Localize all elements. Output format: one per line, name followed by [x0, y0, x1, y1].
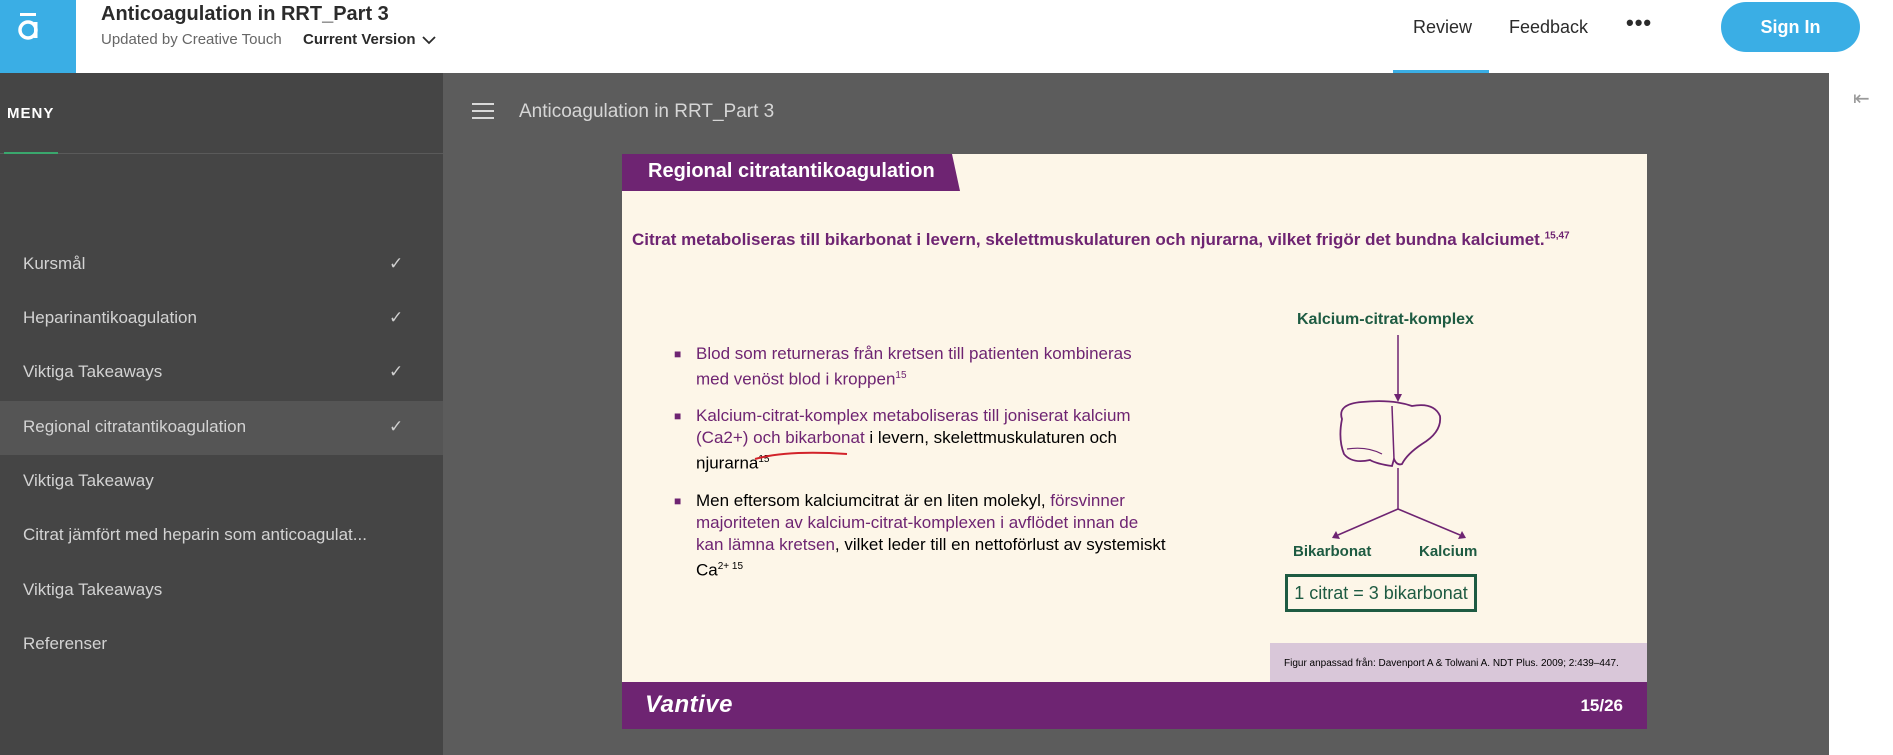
bullet-2-ref: 15 — [758, 454, 770, 465]
liver-icon — [1340, 401, 1440, 466]
bullet-1-text: Blod som returneras från kretsen till patienten kombineras med venöst blod i kroppen — [696, 344, 1132, 389]
feedback-link[interactable]: Feedback — [1509, 17, 1589, 37]
sidebar-item-label: Viktiga Takeaways — [23, 580, 163, 599]
bullet-2-purple-text: Kalcium-citrat-komplex metaboliseras till joniserat kalcium (Ca2+) och bikarbonat — [696, 406, 1131, 447]
checkmark-icon: ✓ — [389, 417, 404, 436]
sidebar-item-viktiga-takeaways-1[interactable] — [0, 346, 443, 400]
checkmark-icon: ✓ — [389, 308, 404, 327]
sidebar-item-label: Kursmål — [23, 254, 86, 273]
version-label: Current Version — [303, 31, 416, 48]
sidebar-item-label: Viktiga Takeaway — [23, 471, 154, 490]
app-logo[interactable] — [0, 0, 76, 73]
figure-citation: Figur anpassad från: Davenport A & Tolwani A. NDT Plus. 2009; 2:439–447. — [1270, 643, 1647, 684]
brand-logo: Vantive — [645, 691, 733, 718]
slide-page-number: 15/26 — [1580, 696, 1623, 715]
review-active-indicator — [1393, 70, 1489, 73]
headline-ref: 15,47 — [1544, 230, 1570, 242]
sidebar-item-viktiga-takeaways-2[interactable] — [0, 564, 443, 618]
sidebar-item-label: Viktiga Takeaways — [23, 362, 163, 381]
sidebar-item-kursmal[interactable] — [0, 238, 443, 292]
top-bar — [0, 0, 1893, 73]
slide-footer — [622, 682, 1647, 729]
course-title: Anticoagulation in RRT_Part 3 — [101, 3, 389, 25]
headline-text: Citrat metaboliseras till bikarbonat i levern, skelettmuskulaturen och njurarna, vilket frigör det bundna kalciumet. — [632, 230, 1545, 249]
sidebar-item-viktiga-takeaway[interactable] — [0, 455, 443, 509]
bullet-3-purple-text: försvinner majoriteten av kalcium-citrat-komplexen i avflödet innan de kan lämna kretsen — [696, 491, 1139, 554]
sidebar — [0, 73, 443, 755]
more-options-icon[interactable]: ••• — [1626, 10, 1653, 35]
hamburger-menu-icon[interactable] — [472, 103, 494, 124]
version-dropdown[interactable] — [303, 31, 436, 48]
figure-left-label: Bikarbonat — [1293, 543, 1372, 560]
bullet-3-pre-text: Men eftersom kalciumcitrat är en liten molekyl, — [696, 491, 1051, 510]
sidebar-item-label: Regional citratantikoagulation — [23, 417, 247, 436]
checkmark-icon: ✓ — [389, 254, 404, 273]
bullet-1-ref: 15 — [895, 370, 907, 381]
app-logo-icon — [0, 0, 76, 73]
figure-top-label: Kalcium-citrat-komplex — [1297, 311, 1474, 328]
chevron-down-icon — [422, 35, 436, 45]
sidebar-item-label: Citrat jämfört med heparin som anticoagulat... — [23, 525, 367, 544]
figure-right-label: Kalcium — [1419, 543, 1478, 560]
figure-ratio-box: 1 citrat = 3 bikarbonat — [1285, 574, 1477, 612]
sidebar-item-heparinantikoagulation[interactable] — [0, 292, 443, 346]
lesson-slide: Regional citratantikoagulation Citrat metaboliseras till bikarbonat i levern, skelettmuskulaturen och njurarna, vilket frigör det bundna kalciumet.$^{15,47}$ ■ Blod som returneras från kretsen till patienten kombineras med venöst blod i kroppen$^{15}$ ■ Kalcium-citrat-komplex metaboliseras till joniserat kalcium (Ca2+) och bikarbonat i levern, skelettmuskulaturen och njurarna$^{15}$ ■ Men eftersom kalciumcitrat är en liten molekyl, försvinner majoriteten av kalcium-citrat-komplexen i avflödet innan de kan lämna kretsen, vilket leder till en nettoförlust av systemiskt $Ca^{2+ 15}$ Kalcium-citrat-komplex Bikarbonat Kalcium 1 citrat = 3 bikarbonat Figur anpassad från: Davenport A & Tolwani A. NDT Plus. 2009; 2:439–447. Vantive 15/26 — [622, 154, 1647, 729]
sidebar-item-regional-citratantikoagulation[interactable] — [0, 401, 443, 455]
sidebar-item-referenser[interactable] — [0, 618, 443, 672]
sign-in-button[interactable]: Sign In — [1721, 2, 1860, 52]
review-link[interactable]: Review — [1413, 17, 1473, 37]
slide-title: Regional citratantikoagulation — [648, 160, 935, 182]
sidebar-divider — [0, 153, 443, 154]
sidebar-heading: MENY — [7, 105, 55, 122]
bullet-3-ref: 2+ 15 — [717, 561, 744, 572]
checkmark-icon: ✓ — [389, 362, 404, 381]
right-panel — [1829, 73, 1893, 755]
sidebar-item-label: Referenser — [23, 634, 108, 653]
updated-by-text: Updated by Creative Touch — [101, 31, 282, 48]
sidebar-item-citrat-jamfort[interactable] — [0, 509, 443, 563]
bullet-2-text: i levern, skelettmuskulaturen och njurarna — [696, 428, 1117, 473]
bullet-3-text: , vilket leder till en nettoförlust av systemiskt Ca — [696, 535, 1166, 580]
collapse-panel-icon[interactable]: ⇤ — [1853, 88, 1870, 110]
content-title: Anticoagulation in RRT_Part 3 — [519, 101, 775, 122]
sidebar-heading-underline — [4, 152, 58, 154]
sidebar-item-label: Heparinantikoagulation — [23, 308, 197, 327]
